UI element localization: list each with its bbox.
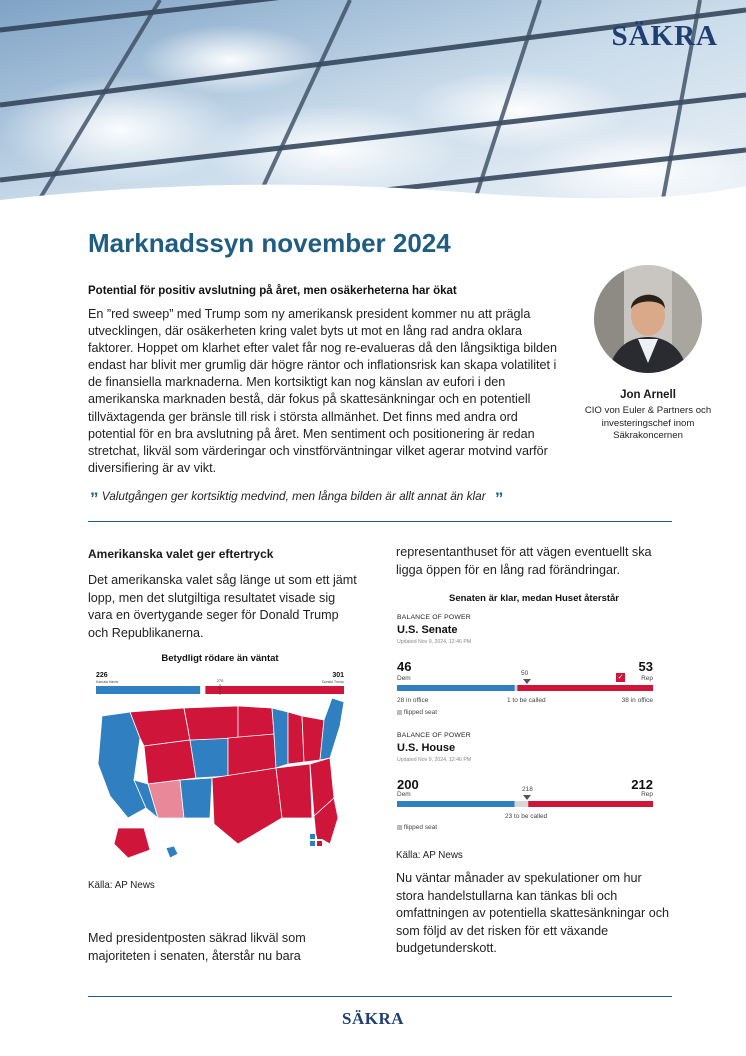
rep-electoral-bar [205,686,344,694]
house-threshold: 218 [522,786,533,793]
house-title: U.S. House [397,742,456,754]
legend-dem-swatch [310,834,315,839]
house-balance-of-power [397,732,655,832]
rep-electoral-votes: 301 [332,672,344,679]
map-source: Källa: AP News [88,880,155,891]
dem-electoral-votes: 226 [96,672,108,679]
brand-logo[interactable]: SÄKRA [611,20,718,52]
right-paragraph-1: representanthuset för att vägen eventuellt ska ligga öppen för en lång rad förändringar. [396,545,652,577]
senate-flipped-legend [397,709,437,716]
senate-dem-seats: 46 [397,659,412,674]
electoral-threshold: 270 [216,678,224,683]
flipped-seat-swatch [397,825,402,830]
house-dem-label: Dem [397,791,411,798]
senate-dem-label: Dem [397,675,411,682]
house-rep-label: Rep [641,791,653,798]
flipped-seat-swatch [397,710,402,715]
senate-updated: Updated Nov 9, 2024, 12:46 PM [397,639,472,645]
section-heading: Amerikanska valet ger eftertryck [88,547,274,561]
right-paragraph-2: Nu väntar månader av spekulationer om hur stora handelstullarna kan tänkas bli och omfattningen av potentiella skattesänkningar och som följd av det risken för ett växande budgetunderskott. [396,871,670,955]
senate-dem-bar [397,685,515,691]
senate-threshold: 50 [521,670,529,677]
electoral-map-figure [88,668,352,868]
rep-candidate: Donald Trump [322,680,344,684]
house-flipped-text: flipped seat [403,824,438,831]
senate-rep-bar [517,685,653,691]
author-name: Jon Arnell [620,389,676,401]
electoral-map [88,668,352,868]
house-updated: Updated Nov 9, 2024, 12:46 PM [397,757,472,763]
us-map-shape [98,698,344,858]
intro-subheading: Potential för positiv avslutning på året, men osäkerheterna har ökat [88,285,457,297]
dem-candidate: Kamala Harris [96,680,119,684]
legend-rep-swatch [317,834,322,839]
senate-kicker: BALANCE OF POWER [397,614,471,621]
legend-dem-swatch-2 [310,841,315,846]
map-figure-title: Betydligt rödare än väntat [161,653,279,664]
senate-uncalled-bar [515,685,518,691]
house-uncalled-bar [515,801,529,807]
house-threshold-arrow [523,795,531,800]
senate-title: U.S. Senate [397,624,458,636]
senate-flipped-text: flipped seat [403,709,438,716]
congress-source: Källa: AP News [396,850,463,861]
left-paragraph-2: Med presidentposten säkrad likväl som majoriteten i senaten, återstår nu bara [88,931,306,963]
house-rep-bar [528,801,653,807]
house-kicker: BALANCE OF POWER [397,732,471,739]
page-title: Marknadssyn november 2024 [88,228,451,258]
senate-seat-bar [397,679,655,693]
section-divider [88,521,672,522]
senate-rep-label: Rep [641,675,653,682]
house-seat-bar [397,795,655,809]
pull-quote-text: Valutgången ger kortsiktig medvind, men långa bilden är allt annat än klar [101,489,486,503]
close-quote-mark: ” [494,489,504,508]
left-paragraph-1: Det amerikanska valet såg länge ut som ett jämt lopp, men det slutgiltiga resultatet visade sig vara en övertygande seger för Donald Trump och Republikanerna. [88,573,357,640]
dem-electoral-bar [96,686,200,694]
senate-rep-seats: 53 [638,659,653,674]
open-quote-mark: ” [90,489,99,508]
senate-to-call: 1 to be called [507,697,546,704]
senate-dem-in-office: 28 in office [397,697,429,704]
author-portrait [594,265,702,373]
house-rep-seats: 212 [631,777,653,792]
house-flipped-legend [397,824,437,831]
senate-winner-check-icon: ✓ [617,674,624,681]
author-role: CIO von Euler & Partners och investeringschef inom Säkrakoncernen [584,405,712,441]
senate-threshold-arrow [523,679,531,684]
congress-figure-title: Senaten är klar, medan Huset återstår [448,593,620,604]
senate-rep-in-office: 38 in office [621,697,653,704]
legend-rep-swatch-2 [317,841,322,846]
house-dem-bar [397,801,515,807]
intro-paragraph: En ”red sweep” med Trump som ny amerikansk president kommer nu att prägla utvecklingen, där osäkerheten kring valet byts ut mot en lång rad andra oklara faktorer. Hoppet om klarhet efter valet får nog re-evalueras då den långsiktiga bilden endast har blivit mer grumlig där högre räntor och inflationsrisk kan skapa volatilitet i de finansiella marknaderna. Men kortsiktigt kan nog känslan av eufori i den amerikanska marknaden bestå, där fokus på skattesänkningar och en potentiell tillväxtagenda ger bränsle till risk i största allmänhet. Det finns med andra ord potential för en bra avslutning på året. Men sentiment och positionering är redan stretchat, likväl som värderingar och vinstförväntningar vilket agerar motvind varför diversifiering är av vikt. [88,307,558,475]
footer-divider [88,996,672,997]
footer-logo[interactable]: SÄKRA [341,1009,404,1028]
pull-quote [90,489,570,509]
senate-balance-of-power [397,614,655,722]
house-to-call: 23 to be called [505,813,548,820]
house-dem-seats: 200 [397,777,419,792]
